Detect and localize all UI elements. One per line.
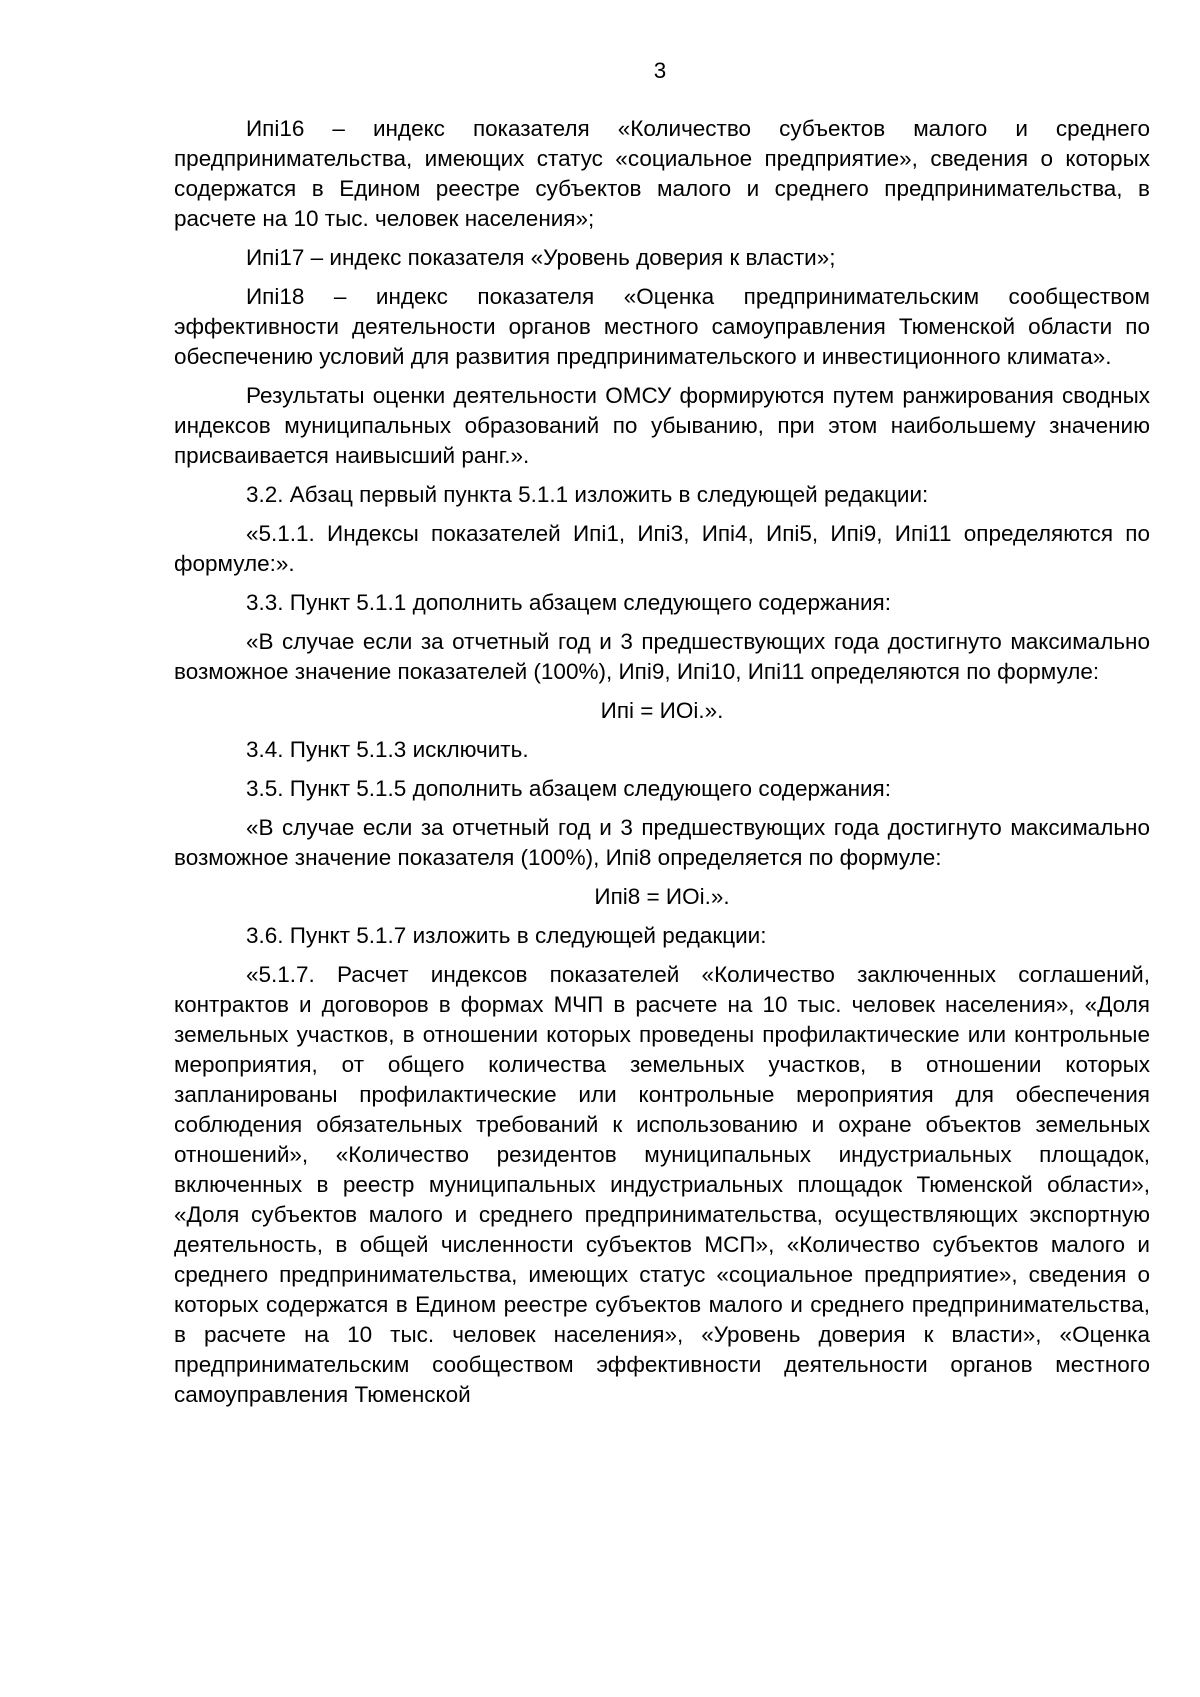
paragraph-3-4: 3.4. Пункт 5.1.3 исключить.	[246, 737, 529, 762]
paragraph-3-5: 3.5. Пункт 5.1.5 дополнить абзацем следующего содержания:	[246, 776, 891, 801]
paragraph-ipi18: Ипі18 – индекс показателя «Оценка предпринимательским сообществом эффективности деятельности органов местного самоуправления Тюменской области по обеспечению условий для развития предпринимательского и инвестиционного климата».	[174, 284, 1150, 369]
paragraph-5-1-7-quote: «5.1.7. Расчет индексов показателей «Количество заключенных соглашений, контрактов и договоров в формах МЧП в расчете на 10 тыс. человек населения», «Доля земельных участков, в отношении которых проведены профилактические или контрольные мероприятия, от общего количества земельных участков, в отношении которых запланированы профилактические или контрольные мероприятия для обеспечения соблюдения обязательных требований к использованию и охране объектов земельных отношений», «Количество резидентов муниципальных индустриальных площадок, включенных в реестр муниципальных индустриальных площадок Тюменской области», «Доля субъектов малого и среднего предпринимательства, осуществляющих экспортную деятельность, в общей численности субъектов МСП», «Количество субъектов малого и среднего предпринимательства, имеющих статус «социальное предприятие», сведения о которых содержатся в Едином реестре субъектов малого и среднего предпринимательства, в расчете на 10 тыс. человек населения», «Уровень доверия к власти», «Оценка предпринимательским сообществом эффективности деятельности органов местного самоуправления Тюменской	[174, 962, 1150, 1407]
paragraph-case-max-indicators: «В случае если за отчетный год и 3 предшествующих года достигнуто максимально возможное значение показателей (100%), Ипі9, Ипі10, Ипі11 определяются по формуле:	[174, 629, 1150, 684]
formula-ipi: Ипі = ИОі.».	[600, 698, 724, 723]
paragraph-3-2: 3.2. Абзац первый пункта 5.1.1 изложить в следующей редакции:	[246, 482, 929, 507]
paragraph-ipi16: Ипі16 – индекс показателя «Количество субъектов малого и среднего предпринимательства, имеющих статус «социальное предприятие», сведения о которых содержатся в Едином реестре субъектов малого и среднего предпринимательства, в расчете на 10 тыс. человек населения»;	[174, 116, 1150, 231]
paragraph-results: Результаты оценки деятельности ОМСУ формируются путем ранжирования сводных индексов муниципальных образований по убыванию, при этом наибольшему значению присваивается наивысший ранг.».	[174, 383, 1150, 468]
paragraph-3-6: 3.6. Пункт 5.1.7 изложить в следующей редакции:	[246, 923, 767, 948]
document-body	[174, 114, 1150, 1419]
paragraph-case-max-indicator: «В случае если за отчетный год и 3 предшествующих года достигнуто максимально возможное значение показателя (100%), Ипі8 определяется по формуле:	[174, 815, 1150, 870]
paragraph-ipi17: Ипі17 – индекс показателя «Уровень доверия к власти»;	[246, 245, 836, 270]
formula-ipi8: Ипі8 = ИОі.».	[594, 884, 730, 909]
paragraph-3-3: 3.3. Пункт 5.1.1 дополнить абзацем следующего содержания:	[246, 590, 891, 615]
page-number: 3	[653, 58, 667, 83]
paragraph-5-1-1-quote: «5.1.1. Индексы показателей Ипі1, Ипі3, Ипі4, Ипі5, Ипі9, Ипі11 определяются по формуле:».	[174, 521, 1150, 576]
